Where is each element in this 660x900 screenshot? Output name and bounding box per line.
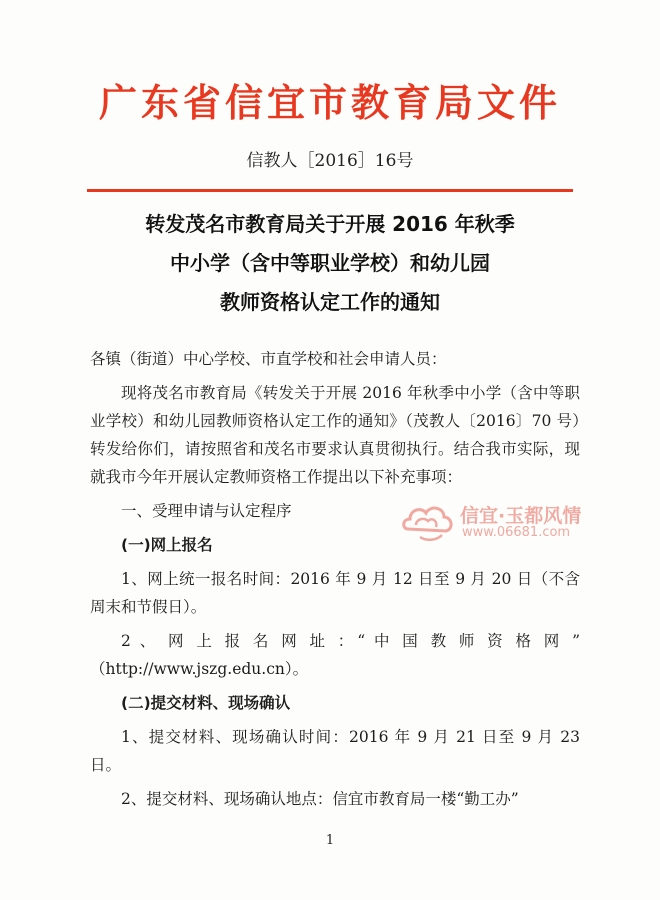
site-watermark [400, 497, 600, 547]
subsection-2-heading: (二)提交材料、现场确认 [121, 694, 291, 712]
subsection-1-item-1: 1、网上统一报名时间：2016 年 9 月 12 日至 9 月 20 日（不含周末和节假日）。 [90, 570, 580, 616]
watermark-url: www.06681.com [462, 525, 571, 540]
notice-title [0, 205, 660, 322]
page-number: 1 [325, 833, 335, 848]
subsection-2-item-2: 2、提交材料、现场确认地点：信宜市教育局一楼“勤工办” [121, 790, 519, 808]
document-header-title: 广东省信宜市教育局文件 [98, 80, 561, 125]
document-number: 信教人［2016］16号 [246, 151, 414, 171]
notice-body [90, 345, 580, 813]
cloud-logo-icon [400, 499, 456, 545]
subsection-1-heading: (一)网上报名 [121, 536, 213, 554]
notice-title-line-1: 转发茂名市教育局关于开展 2016 年秋季 [145, 212, 515, 236]
intro-paragraph: 现将茂名市教育局《转发关于开展 2016 年秋季中小学（含中等职业学校）和幼儿园教师资格认定工作的通知》（茂教人〔2016〕70 号）转发给你们，请按照省和茂名市要求认真贯彻执行。结合我市实际，现就我市今年开展认定教师资格工作提出以下补充事项： [90, 384, 580, 486]
subsection-1-item-2: 2 、 网 上 报 名 网 址 ：“ 中 国 教 师 资 格 网 ” （http://www.jszg.edu.cn）。 [90, 632, 580, 678]
red-divider-line [87, 189, 573, 192]
salutation: 各镇（街道）中心学校、市直学校和社会申请人员： [90, 350, 447, 368]
watermark-title: 信宜·玉都风情 [460, 505, 582, 527]
notice-title-line-2: 中小学（含中等职业学校）和幼儿园 [170, 251, 490, 275]
section-1-heading: 一、受理申请与认定程序 [121, 502, 292, 520]
notice-title-line-3: 教师资格认定工作的通知 [220, 290, 440, 314]
subsection-2-item-1: 1、提交材料、现场确认时间：2016 年 9 月 21 日至 9 月 23 日。 [90, 728, 580, 774]
